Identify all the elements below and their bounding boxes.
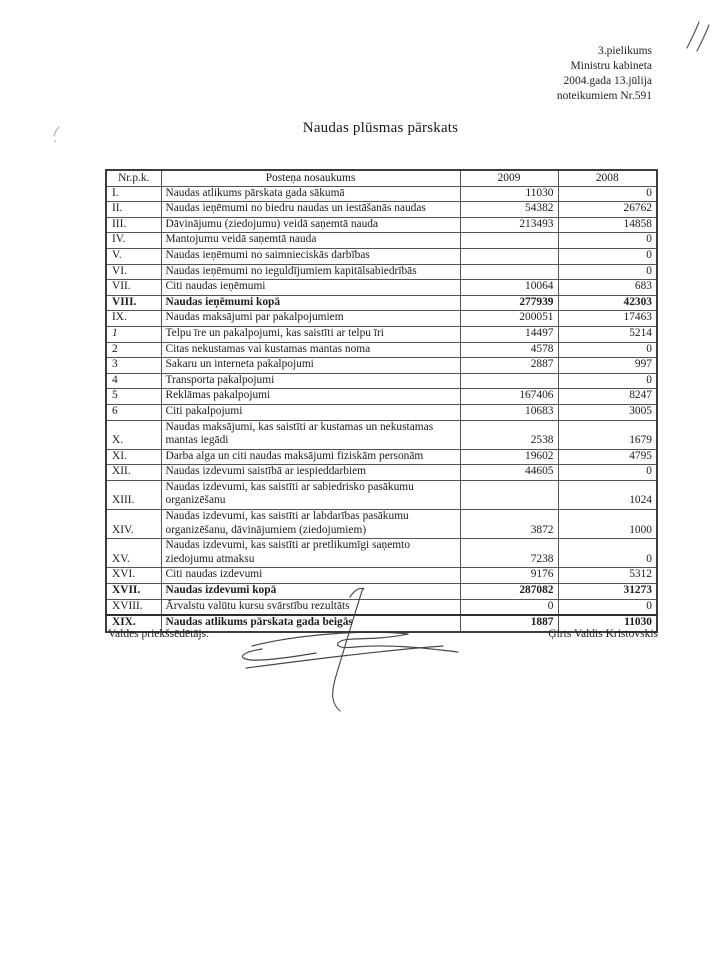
row-value-2008: 14858: [558, 217, 657, 233]
row-label: Ārvalstu valūtu kursu svārstību rezultāts: [161, 599, 460, 615]
row-label: Naudas izdevumi, kas saistīti ar pretlikumīgi saņemto ziedojumu atmaksu: [161, 539, 460, 568]
row-label: Naudas maksājumi par pakalpojumiem: [161, 311, 460, 327]
row-label: Naudas atlikums pārskata gada beigās: [161, 615, 460, 632]
cash-flow-table: [105, 169, 658, 633]
row-value-2009: 10683: [460, 404, 558, 420]
signatory-name: Ģirts Valdis Kristovskis: [548, 628, 658, 640]
row-label: Reklāmas pakalpojumi: [161, 389, 460, 405]
table-row: [106, 217, 657, 233]
row-label: Naudas ieņēmumi kopā: [161, 295, 460, 311]
row-value-2008: 3005: [558, 404, 657, 420]
row-label: Naudas ieņēmumi no ieguldījumiem kapitālsabiedrībās: [161, 264, 460, 280]
row-value-2008: 0: [558, 233, 657, 249]
row-value-2009: [460, 233, 558, 249]
row-num: VIII.: [106, 295, 161, 311]
column-header-2009: 2009: [460, 170, 558, 186]
row-value-2009: [460, 373, 558, 389]
row-value-2008: 683: [558, 280, 657, 296]
row-value-2008: 8247: [558, 389, 657, 405]
row-value-2009: 0: [460, 599, 558, 615]
row-num: XVII.: [106, 584, 161, 600]
row-value-2008: 17463: [558, 311, 657, 327]
row-label: Naudas izdevumi, kas saistīti ar sabiedrisko pasākumu organizēšanu: [161, 480, 460, 509]
table-row: [106, 342, 657, 358]
row-label: Naudas izdevumi, kas saistīti ar labdarības pasākumu organizēšanu, dāvinājumiem (ziedojumiem): [161, 510, 460, 539]
row-value-2009: 14497: [460, 326, 558, 342]
row-value-2009: 9176: [460, 568, 558, 584]
row-num: XIV.: [106, 510, 161, 539]
row-label: Citi pakalpojumi: [161, 404, 460, 420]
row-value-2009: 7238: [460, 539, 558, 568]
row-value-2008: 26762: [558, 202, 657, 218]
row-label: Naudas izdevumi kopā: [161, 584, 460, 600]
row-label: Mantojumu veidā saņemtā nauda: [161, 233, 460, 249]
table-row: [106, 449, 657, 465]
row-num: VII.: [106, 280, 161, 296]
row-value-2008: 31273: [558, 584, 657, 600]
table-row: [106, 326, 657, 342]
row-label: Dāvinājumu (ziedojumu) veidā saņemtā nauda: [161, 217, 460, 233]
reference-line: Ministru kabineta: [570, 60, 652, 72]
corner-mark-11: [687, 22, 709, 51]
row-value-2008: 5214: [558, 326, 657, 342]
table-row: [106, 510, 657, 539]
table-row: [106, 248, 657, 264]
row-num: X.: [106, 420, 161, 449]
row-num: XII.: [106, 465, 161, 481]
row-value-2009: 167406: [460, 389, 558, 405]
row-value-2009: 2538: [460, 420, 558, 449]
row-value-2008: 1000: [558, 510, 657, 539]
row-value-2008: 0: [558, 342, 657, 358]
row-num: 4: [106, 373, 161, 389]
signatory-role-label: Valdes priekšsēdētājs:: [108, 628, 210, 640]
row-value-2009: 277939: [460, 295, 558, 311]
table-header-row: [106, 170, 657, 186]
row-value-2009: 11030: [460, 186, 558, 202]
row-value-2008: 0: [558, 248, 657, 264]
cash-flow-table-container: [105, 169, 658, 633]
row-num: XI.: [106, 449, 161, 465]
row-num: 2: [106, 342, 161, 358]
row-label: Naudas ieņēmumi no saimnieciskās darbības: [161, 248, 460, 264]
table-row: [106, 358, 657, 374]
table-row: [106, 599, 657, 615]
row-num: 3: [106, 358, 161, 374]
row-label: Citi naudas izdevumi: [161, 568, 460, 584]
column-header-item: Posteņa nosaukums: [161, 170, 460, 186]
row-value-2008: 4795: [558, 449, 657, 465]
row-value-2008: 5312: [558, 568, 657, 584]
reference-line: noteikumiem Nr.591: [556, 90, 652, 102]
row-num: XV.: [106, 539, 161, 568]
row-label: Darba alga un citi naudas maksājumi fiziskām personām: [161, 449, 460, 465]
table-row: [106, 233, 657, 249]
table-row: [106, 389, 657, 405]
table-row: [106, 202, 657, 218]
row-num: 6: [106, 404, 161, 420]
row-value-2008: 0: [558, 539, 657, 568]
reference-line: 2004.gada 13.jūlija: [563, 75, 652, 87]
table-body: [106, 186, 657, 632]
row-num: IV.: [106, 233, 161, 249]
row-value-2009: 4578: [460, 342, 558, 358]
row-num: XVIII.: [106, 599, 161, 615]
table-row: [106, 539, 657, 568]
row-num: XVI.: [106, 568, 161, 584]
row-num: III.: [106, 217, 161, 233]
row-value-2009: 2887: [460, 358, 558, 374]
page-title: Naudas plūsmas pārskats: [302, 120, 459, 136]
row-label: Transporta pakalpojumi: [161, 373, 460, 389]
row-value-2008: 0: [558, 599, 657, 615]
row-num: XIII.: [106, 480, 161, 509]
table-row: [106, 568, 657, 584]
stray-mark: [54, 127, 59, 142]
table-row: [106, 295, 657, 311]
row-value-2008: 0: [558, 186, 657, 202]
row-num: IX.: [106, 311, 161, 327]
table-row: [106, 264, 657, 280]
row-label: Sakaru un interneta pakalpojumi: [161, 358, 460, 374]
row-label: Naudas izdevumi saistībā ar iespieddarbiem: [161, 465, 460, 481]
table-row: [106, 420, 657, 449]
table-row: [106, 280, 657, 296]
column-header-number: Nr.p.k.: [106, 170, 161, 186]
row-value-2009: 287082: [460, 584, 558, 600]
row-value-2008: 0: [558, 373, 657, 389]
row-value-2008: 0: [558, 264, 657, 280]
row-num: V.: [106, 248, 161, 264]
row-value-2009: 213493: [460, 217, 558, 233]
row-num: I.: [106, 186, 161, 202]
row-value-2009: 10064: [460, 280, 558, 296]
regulation-reference-block: [557, 44, 652, 104]
row-num: II.: [106, 202, 161, 218]
reference-line: 3.pielikums: [598, 45, 652, 57]
row-value-2008: 1024: [558, 480, 657, 509]
row-value-2009: 54382: [460, 202, 558, 218]
row-value-2009: 3872: [460, 510, 558, 539]
row-value-2009: [460, 248, 558, 264]
row-num: XIX.: [106, 615, 161, 632]
table-row: [106, 465, 657, 481]
row-num: VI.: [106, 264, 161, 280]
row-value-2008: 42303: [558, 295, 657, 311]
table-row: [106, 373, 657, 389]
row-label: Naudas atlikums pārskata gada sākumā: [161, 186, 460, 202]
row-value-2008: 11030: [558, 615, 657, 632]
row-value-2009: 19602: [460, 449, 558, 465]
row-value-2008: 997: [558, 358, 657, 374]
row-label: Citas nekustamas vai kustamas mantas noma: [161, 342, 460, 358]
table-row: [106, 584, 657, 600]
row-value-2009: [460, 264, 558, 280]
table-row: [106, 311, 657, 327]
row-label: Citi naudas ieņēmumi: [161, 280, 460, 296]
column-header-2008: 2008: [558, 170, 657, 186]
table-row: [106, 404, 657, 420]
table-row: [106, 186, 657, 202]
row-value-2008: 1679: [558, 420, 657, 449]
row-num: 1: [106, 326, 161, 342]
row-value-2009: 1887: [460, 615, 558, 632]
row-value-2009: [460, 480, 558, 509]
row-num: 5: [106, 389, 161, 405]
row-label: Telpu īre un pakalpojumi, kas saistīti ar telpu īri: [161, 326, 460, 342]
table-row: [106, 480, 657, 509]
row-label: Naudas ieņēmumi no biedru naudas un iestāšanās naudas: [161, 202, 460, 218]
row-value-2009: 44605: [460, 465, 558, 481]
row-value-2009: 200051: [460, 311, 558, 327]
row-value-2008: 0: [558, 465, 657, 481]
row-label: Naudas maksājumi, kas saistīti ar kustamas un nekustamas mantas iegādi: [161, 420, 460, 449]
